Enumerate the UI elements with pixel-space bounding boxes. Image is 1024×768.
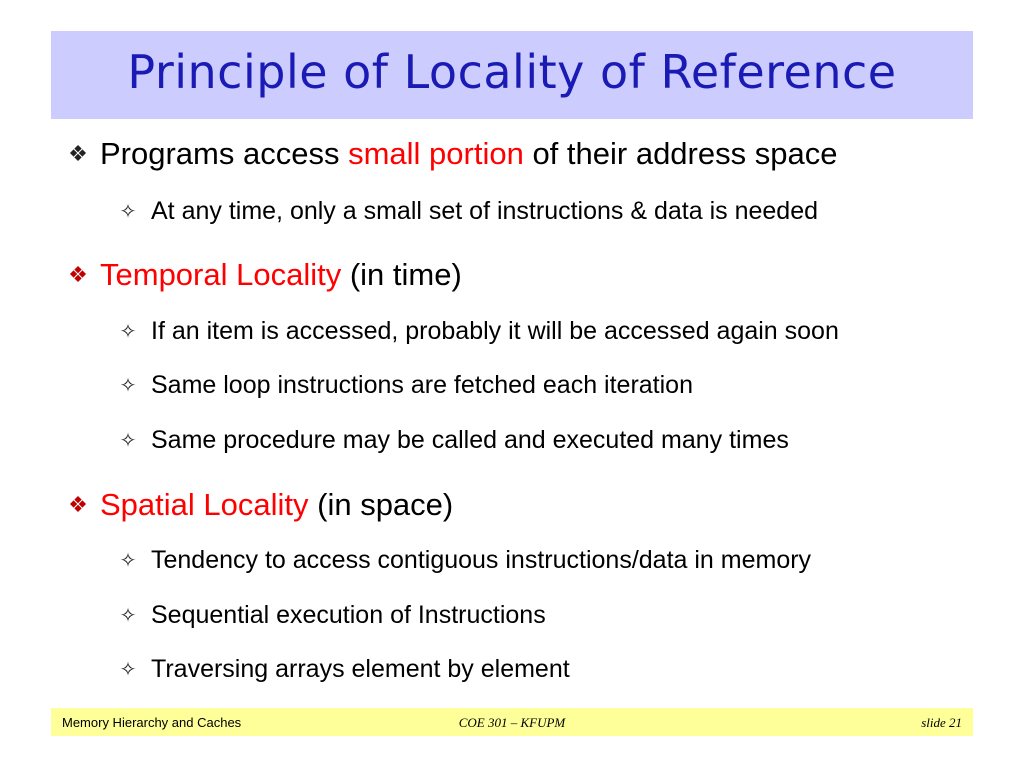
bullet-text-highlight: Spatial Locality	[100, 487, 309, 522]
sub-bullet	[117, 197, 818, 226]
slide-title: Principle of Locality of Reference	[127, 45, 897, 99]
bullet-text-post: (in space)	[308, 487, 454, 522]
bullet-text-post: (in time)	[341, 257, 462, 292]
footer-slide-number: slide 21	[921, 715, 962, 730]
sub-bullet	[117, 426, 789, 455]
bullet-temporal-locality	[64, 257, 462, 293]
bullet-spatial-locality	[64, 487, 453, 523]
star-bullet-icon: ✧	[119, 430, 137, 452]
diamond-bullet-icon: ❖	[68, 262, 88, 287]
footer-course-code: COE 301 – KFUPM	[458, 715, 566, 730]
sub-bullet-text: Sequential execution of Instructions	[151, 601, 546, 629]
sub-bullet-text: If an item is accessed, probably it will be accessed again soon	[151, 317, 839, 345]
sub-bullet	[117, 371, 693, 400]
diamond-bullet-icon: ❖	[68, 492, 88, 517]
sub-bullet-text: At any time, only a small set of instructions & data is needed	[151, 197, 819, 225]
sub-bullet	[117, 655, 570, 684]
bullet-text-pre: Programs access	[100, 136, 349, 171]
sub-bullet-text: Same loop instructions are fetched each iteration	[151, 371, 693, 399]
footer-bar	[51, 708, 973, 736]
bullet-programs-access	[64, 136, 837, 172]
sub-bullet-text: Same procedure may be called and executed many times	[151, 426, 789, 454]
bullet-text-highlight: small portion	[348, 136, 524, 171]
star-bullet-icon: ✧	[119, 550, 137, 572]
sub-bullet	[117, 601, 546, 630]
sub-bullet	[117, 546, 811, 575]
sub-bullet	[117, 317, 839, 346]
star-bullet-icon: ✧	[119, 375, 137, 397]
diamond-bullet-icon: ❖	[68, 141, 88, 166]
bullet-text-highlight: Temporal Locality	[100, 257, 342, 292]
sub-bullet-text: Tendency to access contiguous instructions/data in memory	[151, 546, 812, 574]
footer-course-topic: Memory Hierarchy and Caches	[62, 715, 242, 730]
star-bullet-icon: ✧	[119, 659, 137, 681]
bullet-text-post: of their address space	[523, 136, 838, 171]
star-bullet-icon: ✧	[119, 201, 137, 223]
star-bullet-icon: ✧	[119, 605, 137, 627]
star-bullet-icon: ✧	[119, 321, 137, 343]
sub-bullet-text: Traversing arrays element by element	[151, 655, 570, 683]
